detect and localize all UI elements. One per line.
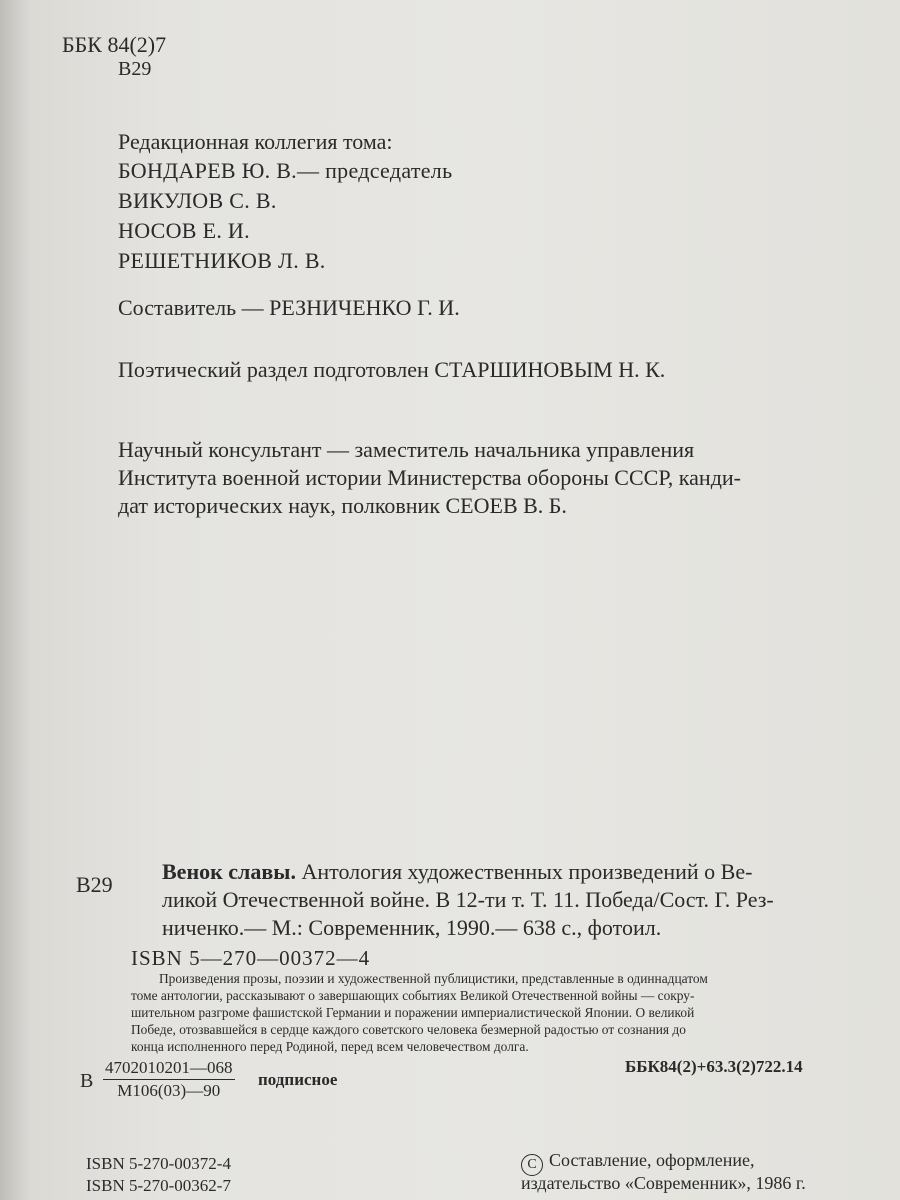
copyright-line: издательство «Современник», 1986 г. [521,1173,806,1193]
poetic-section-line: Поэтический раздел подготовлен СТАРШИНОВЫМ Н. К. [118,357,666,382]
annotation-line: шительном разгроме фашистской Германии и поражении империалистической Японии. О великой [131,1005,695,1020]
editorial-member: НОСОВ Е. И. [118,218,250,243]
editorial-member: РЕШЕТНИКОВ Л. В. [118,248,326,273]
page-gutter-shadow [0,0,30,1200]
consultant-line: Института военной истории Министерства обороны СССР, канди- [118,465,741,490]
annotation-line: томе антологии, рассказывают о завершающих событиях Великой Отечественной войны — сокру- [131,988,695,1003]
bbk-full-code: ББК84(2)+63.3(2)722.14 [625,1057,803,1076]
catalog-author-mark: В29 [76,872,113,897]
classification-fraction [103,1058,235,1101]
catalog-line [162,858,832,886]
annotation-line: конца исполненного перед Родиной, перед всем человечеством долга. [131,1039,529,1054]
catalog-entry [162,858,832,942]
annotation-line: Произведения прозы, поэзии и художественной публицистики, представленные в одиннадцатом [159,971,708,986]
compiler-line: Составитель — РЕЗНИЧЕНКО Г. И. [118,295,460,320]
annotation [131,970,849,1055]
editorial-board-title: Редакционная коллегия тома: [118,129,393,154]
subscription-label: подписное [258,1070,338,1089]
catalog-line: ниченко.— М.: Современник, 1990.— 638 с., фотоил. [162,915,662,940]
bbk-code: ББК 84(2)7 [62,32,167,57]
footer-isbn: ISBN 5-270-00372-4 [86,1154,231,1173]
consultant-line: дат исторических наук, полковник СЕОЕВ В. Б. [118,493,567,518]
catalog-line-rest: Антология художественных произведений о Ве- [301,859,753,884]
classification-letter: В [80,1070,94,1092]
author-mark: В29 [118,58,152,80]
editorial-member: БОНДАРЕВ Ю. В.— председатель [118,158,453,183]
copyright-text: Составление, оформление, [549,1150,755,1170]
fraction-denominator: М106(03)—90 [117,1081,221,1100]
fraction-numerator: 4702010201—068 [103,1058,235,1080]
catalog-isbn: ISBN 5—270—00372—4 [131,946,371,970]
editorial-member: ВИКУЛОВ С. В. [118,188,277,213]
book-title: Венок славы. [162,859,296,884]
catalog-line: ликой Отечественной войне. В 12-ти т. Т. 11. Победа/Сост. Г. Рез- [162,887,774,912]
annotation-line: Победе, отозвавшейся в сердце каждого советского человека безмерной радостью от сознания до [131,1022,686,1037]
editorial-board-list [118,156,452,276]
scientific-consultant [118,436,830,520]
footer-isbn: ISBN 5-270-00362-7 [86,1176,231,1195]
consultant-line: Научный консультант — заместитель начальника управления [118,437,695,462]
copyright-icon: C [521,1154,543,1176]
